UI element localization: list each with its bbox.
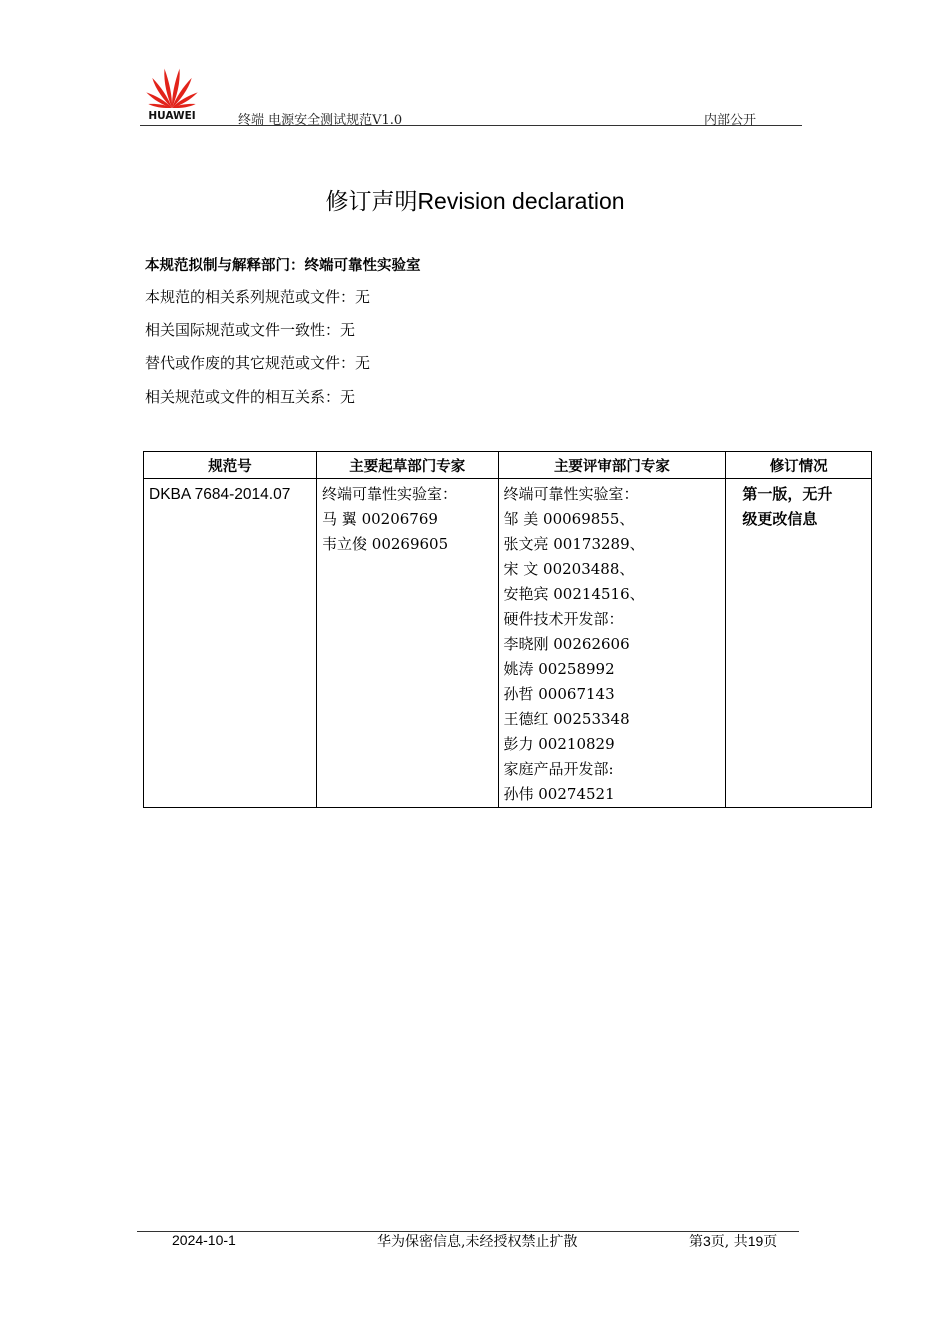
statement-superseded: 替代或作废的其它规范或文件：无	[145, 354, 371, 372]
header-classification: 内部公开	[704, 113, 757, 128]
drafter-line: 韦立俊 00269605	[322, 535, 449, 553]
header-spec-no: 规范号	[144, 452, 317, 479]
footer-page-number	[689, 1231, 777, 1251]
cell-reviewers	[498, 479, 726, 808]
header-rule	[140, 125, 802, 126]
table-row	[144, 479, 872, 808]
title-en: Revision declaration	[417, 188, 625, 214]
revision-line: 第一版，无升	[742, 485, 833, 503]
header-revision: 修订情况	[726, 452, 872, 479]
table-header-row	[144, 452, 872, 479]
header-doc-title: 终端 电源安全测试规范V1.0	[238, 113, 403, 128]
header-drafters: 主要起草部门专家	[317, 452, 498, 479]
reviewer-line: 王德红 00253348	[503, 710, 630, 728]
cell-spec-no	[144, 479, 317, 808]
header-reviewers: 主要评审部门专家	[498, 452, 726, 479]
revision-table	[143, 451, 872, 808]
page-suffix: 页	[763, 1234, 778, 1250]
page-current: 3	[703, 1233, 711, 1249]
footer-date: 2024-10-1	[172, 1232, 236, 1248]
page-total: 19	[747, 1233, 764, 1249]
page-prefix: 第	[689, 1234, 703, 1250]
reviewer-line: 张文亮 00173289、	[503, 535, 645, 553]
statement-intl-consistency: 相关国际规范或文件一致性：无	[145, 321, 356, 339]
reviewer-line: 安艳宾 00214516、	[503, 585, 645, 603]
revision-line: 级更改信息	[742, 510, 818, 528]
cell-revision	[726, 479, 872, 808]
huawei-flower-icon	[140, 66, 204, 110]
statement-related-series: 本规范的相关系列规范或文件：无	[145, 288, 371, 306]
reviewer-line: 家庭产品开发部:	[503, 760, 614, 778]
drafter-line: 终端可靠性实验室：	[322, 485, 458, 503]
reviewer-line: 宋 文 00203488、	[503, 560, 635, 578]
statement-department: 本规范拟制与解释部门：终端可靠性实验室	[145, 258, 421, 274]
title-cn: 修订声明	[325, 189, 418, 215]
page-mid: 页, 共	[710, 1234, 748, 1250]
huawei-logo	[140, 66, 204, 124]
reviewer-line: 彭力 00210829	[503, 735, 615, 753]
reviewer-line: 邹 美 00069855、	[503, 510, 635, 528]
statement-relationship: 相关规范或文件的相互关系：无	[145, 388, 356, 406]
spec-no: DKBA 7684-2014.07	[149, 486, 291, 503]
huawei-wordmark: HUAWEI	[148, 110, 196, 122]
drafter-line: 马 翼 00206769	[322, 510, 438, 528]
reviewer-line: 孙伟 00274521	[503, 785, 615, 803]
footer-confidential: 华为保密信息,未经授权禁止扩散	[377, 1234, 578, 1250]
reviewer-line: 李晓刚 00262606	[503, 635, 630, 653]
cell-drafters	[317, 479, 498, 808]
reviewer-line: 硬件技术开发部：	[503, 610, 624, 628]
page-title	[0, 183, 950, 216]
reviewer-line: 孙哲 00067143	[503, 685, 615, 703]
reviewer-line: 终端可靠性实验室：	[503, 485, 639, 503]
reviewer-line: 姚涛 00258992	[503, 660, 615, 678]
